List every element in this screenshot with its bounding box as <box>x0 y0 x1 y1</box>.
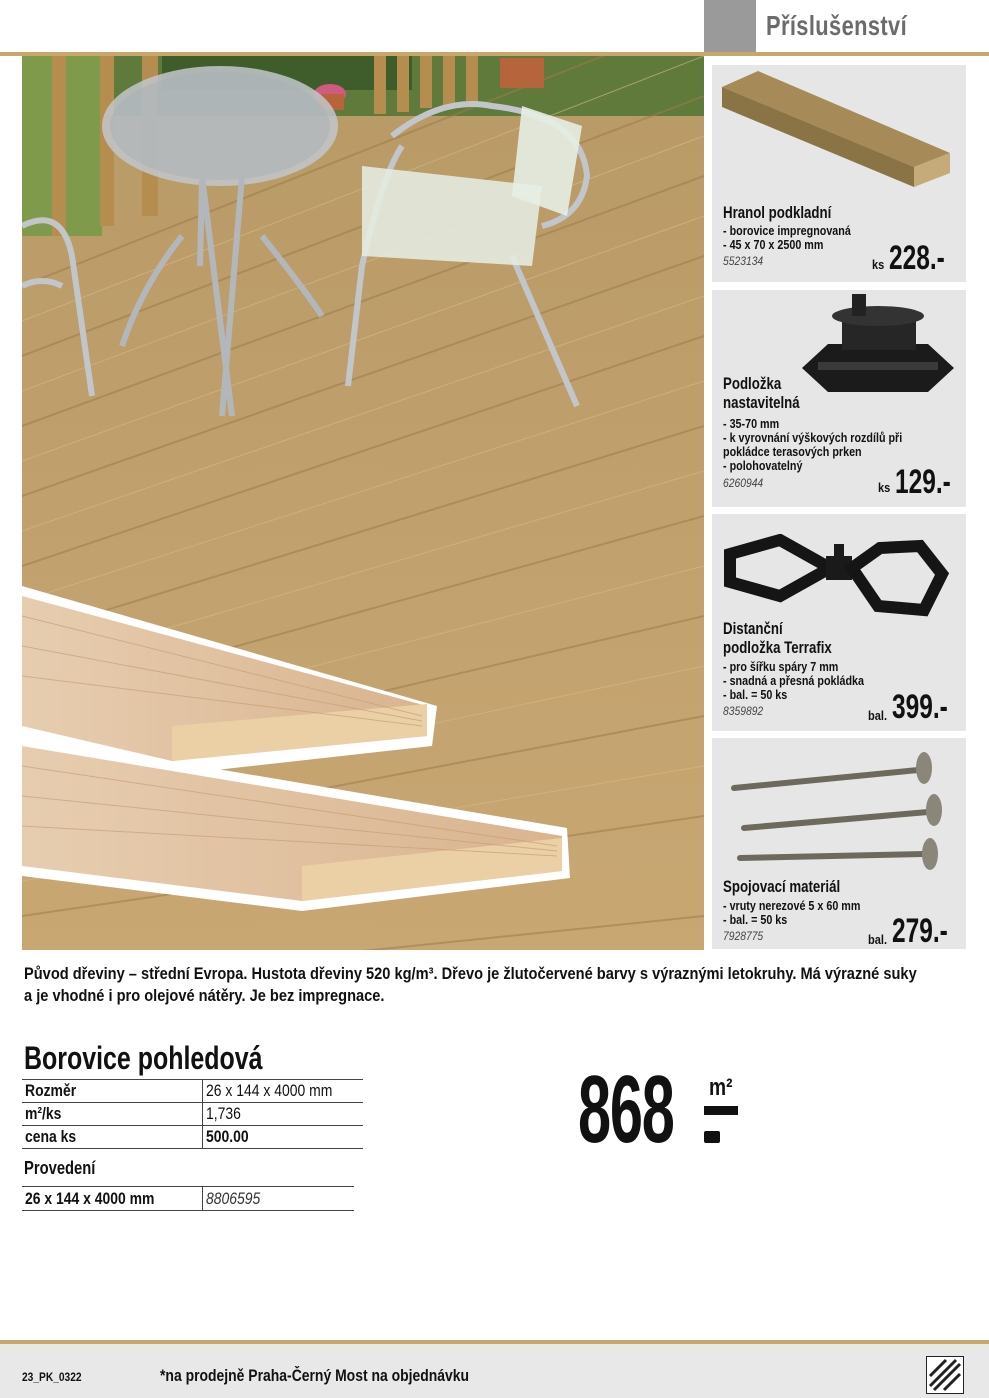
accessory-code: 7928775 <box>723 929 764 943</box>
main-price-unit: m² <box>709 1074 733 1101</box>
accessory-desc-4: - polohovatelný <box>723 459 803 473</box>
accessory-price: 399.- <box>892 688 948 726</box>
accessory-code: 6260944 <box>723 476 764 490</box>
accessory-desc-2: - snadná a přesná pokládka <box>723 674 864 688</box>
price-dash <box>704 1106 738 1115</box>
main-price: 868 <box>578 1056 674 1163</box>
accessory-code: 5523134 <box>723 254 764 268</box>
description-line-1: Původ dřeviny – střední Evropa. Hustota dřeviny 520 kg/m³. Dřevo je žlutočervené barvy s výraznými letokruhy. Má výrazné suky <box>24 964 917 983</box>
accessory-unit: bal. <box>868 932 888 947</box>
accessory-desc-1: - vruty nerezové 5 x 60 mm <box>723 899 861 913</box>
accessory-unit: bal. <box>868 708 888 723</box>
accessory-desc-2: - 45 x 70 x 2500 mm <box>723 238 824 252</box>
spec-label: m²/ks <box>25 1104 62 1123</box>
variants-table <box>22 1186 354 1211</box>
accessory-desc-1: - 35-70 mm <box>723 417 780 431</box>
screws-image <box>728 744 952 878</box>
accessory-name: Hranol podkladní <box>723 203 832 222</box>
accessory-code: 8359892 <box>723 704 764 718</box>
footer-note: *na prodejně Praha-Černý Most na objednávku <box>160 1366 470 1385</box>
variant-row <box>22 1187 354 1211</box>
accessory-card-terrafix <box>712 514 966 731</box>
footer <box>0 1344 989 1398</box>
variant-code: 8806595 <box>205 1188 260 1208</box>
spec-value: 1,736 <box>205 1104 241 1123</box>
spec-label: cena ks <box>25 1127 77 1146</box>
page-code: 23_PK_0322 <box>22 1370 82 1384</box>
accessory-price: 228.- <box>889 239 945 277</box>
deck-illustration <box>22 56 704 950</box>
accessory-name-line2: nastavitelná <box>723 393 800 412</box>
spec-label: Rozměr <box>25 1081 77 1100</box>
accessory-price: 279.- <box>892 912 948 950</box>
variant-label: 26 x 144 x 4000 mm <box>25 1188 155 1208</box>
brand-logo-icon <box>926 1356 964 1394</box>
variants-title: Provedení <box>24 1158 96 1178</box>
accessory-price: 129.- <box>895 463 951 501</box>
price-dot <box>704 1131 720 1143</box>
spec-row <box>22 1080 363 1103</box>
hero-photo <box>22 56 704 950</box>
accessory-card-spojovaci <box>712 738 966 949</box>
accessory-unit: ks <box>872 257 885 272</box>
accessory-unit: ks <box>878 480 891 495</box>
section-title: Příslušenství <box>766 10 908 41</box>
header-grey-block <box>704 0 756 52</box>
spec-value: 500.00 <box>205 1127 249 1146</box>
spec-row <box>22 1126 363 1149</box>
spec-row <box>22 1103 363 1126</box>
accessory-desc-1: - pro šířku spáry 7 mm <box>723 660 839 674</box>
accessory-name: Spojovací materiál <box>723 877 841 896</box>
spec-value: 26 x 144 x 4000 mm <box>205 1081 332 1100</box>
accessory-desc-3: - bal. = 50 ks <box>723 688 788 702</box>
accessory-name-line2: podložka Terrafix <box>723 638 832 657</box>
accessory-desc-2: - k vyrovnání výškových rozdílů při <box>723 431 903 445</box>
product-description <box>24 963 979 1007</box>
accessory-name-line1: Distanční <box>723 619 783 638</box>
spec-table <box>22 1079 363 1149</box>
accessory-desc-1: - borovice impregnovaná <box>723 224 851 238</box>
accessory-desc-2: - bal. = 50 ks <box>723 913 788 927</box>
description-line-2: a je vhodné i pro olejové nátěry. Je bez impregnace. <box>24 986 385 1005</box>
accessory-card-podlozka <box>712 290 966 507</box>
product-title: Borovice pohledová <box>24 1040 263 1076</box>
accessory-desc-3: pokládce terasových prken <box>723 445 862 459</box>
beam-image <box>718 69 958 189</box>
accessory-card-hranol <box>712 65 966 282</box>
pedestal-image <box>798 292 958 410</box>
accessory-name-line1: Podložka <box>723 374 782 393</box>
